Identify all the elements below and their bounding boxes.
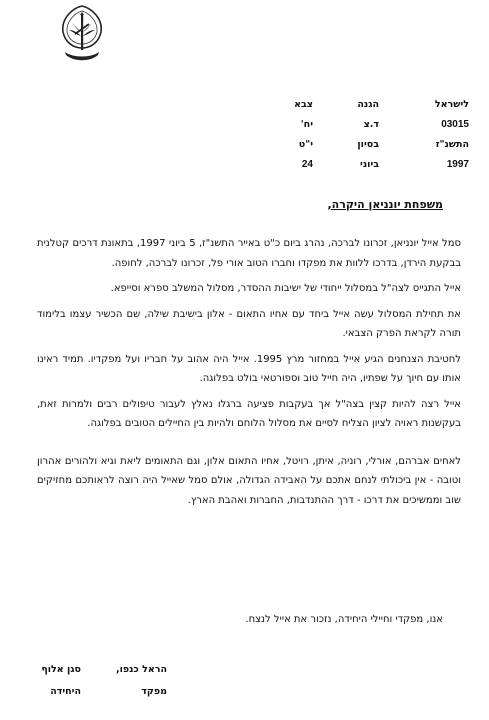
header-cell: ד.צ [363,118,379,130]
signer-unit: היחידה [50,686,81,697]
header-row [269,134,469,154]
closing-line: אנו, מפקדי וחיילי היחידה, נזכור את אייל לנצח. [245,614,443,625]
paragraph: אייל התגייס לצה"ל במסלול ייחודי של ישיבות ההסדר, מסלול המשלב ספרא וסייפא. [110,283,461,294]
header-cell: הגנה [357,98,379,110]
paragraph: לחטיבת הצנחנים הגיע אייל במחזור מרץ 1995. אייל היה אהוב על חבריו ועל מפקדיו. תמיד ראינו אותו עם חיוך על שפתיו, היה חייל טוב וספורטאי בולט בפלוגה. [37,353,461,384]
letter-header [269,94,469,174]
month: ביוני [360,158,379,170]
signer-name: הראל כנפו, [115,664,167,675]
paragraph: סמל אייל יונניאן, זכרונו לברכה, נהרג ביום כ"ט באייר התשנ"ז, 5 ביוני 1997, בתאונת דרכים קטלנית בבקעת הירדן, בדרכו ללוות את מפקדו וחברו הטוב אורי פל, זכרונו לברכה, לחופה. [37,238,461,269]
hebrew-month: בסיון [357,138,379,150]
unit-number: 03015 [441,118,469,130]
idf-emblem-icon [55,2,109,66]
paragraph: אייל רצה להיות קצין בצה"ל אך בעקבות פציעה ברגלו נאלץ לעבור טיפולים רבים ולמרות זאת, בעקשנות ראויה לציון הצליח לסיים את מסלול הלוחם ולהיות בין החיילים הטובים בפלוגה. [37,398,461,429]
signer-title: מפקד [141,686,167,697]
hebrew-year: התשנ"ז [435,138,469,150]
day: 24 [301,158,313,170]
header-cell: לישראל [434,98,469,110]
signature-rank-block [21,659,81,703]
header-cell: צבא [294,98,313,110]
letter-body [37,234,461,516]
salutation: משפחת יונניאן היקרה, [327,198,443,211]
signature-name-block [97,659,167,703]
year: 1997 [446,158,469,170]
signer-rank: סגן אלוף [41,664,81,675]
header-row [269,114,469,134]
paragraph: לאחים אברהם, אורלי, רוניה, איתן, רויטל, אחיו התאום אלון, וגם התאומים ליאת וגיא ולהורים אהרון וטובה - אין ביכולתי לנחם אתכם על האבידה הגדולה, אולם סמל שאייל היה רוצה לראותכם מחזיקים שוב וממשיכים את דרכו - דרך ההתנדבות, החברות ואהבת הארץ. [37,455,461,506]
header-row [269,154,469,174]
header-cell: יח' [300,118,313,130]
paragraph: את תחילת המסלול עשה אייל ביחד עם אחיו התאום - אלון בישיבת שילה, שם הכשיר עצמו בלימוד תורה לקראת הפרק הצבאי. [37,308,461,339]
hebrew-day: י"ט [298,138,313,150]
header-row [269,94,469,114]
